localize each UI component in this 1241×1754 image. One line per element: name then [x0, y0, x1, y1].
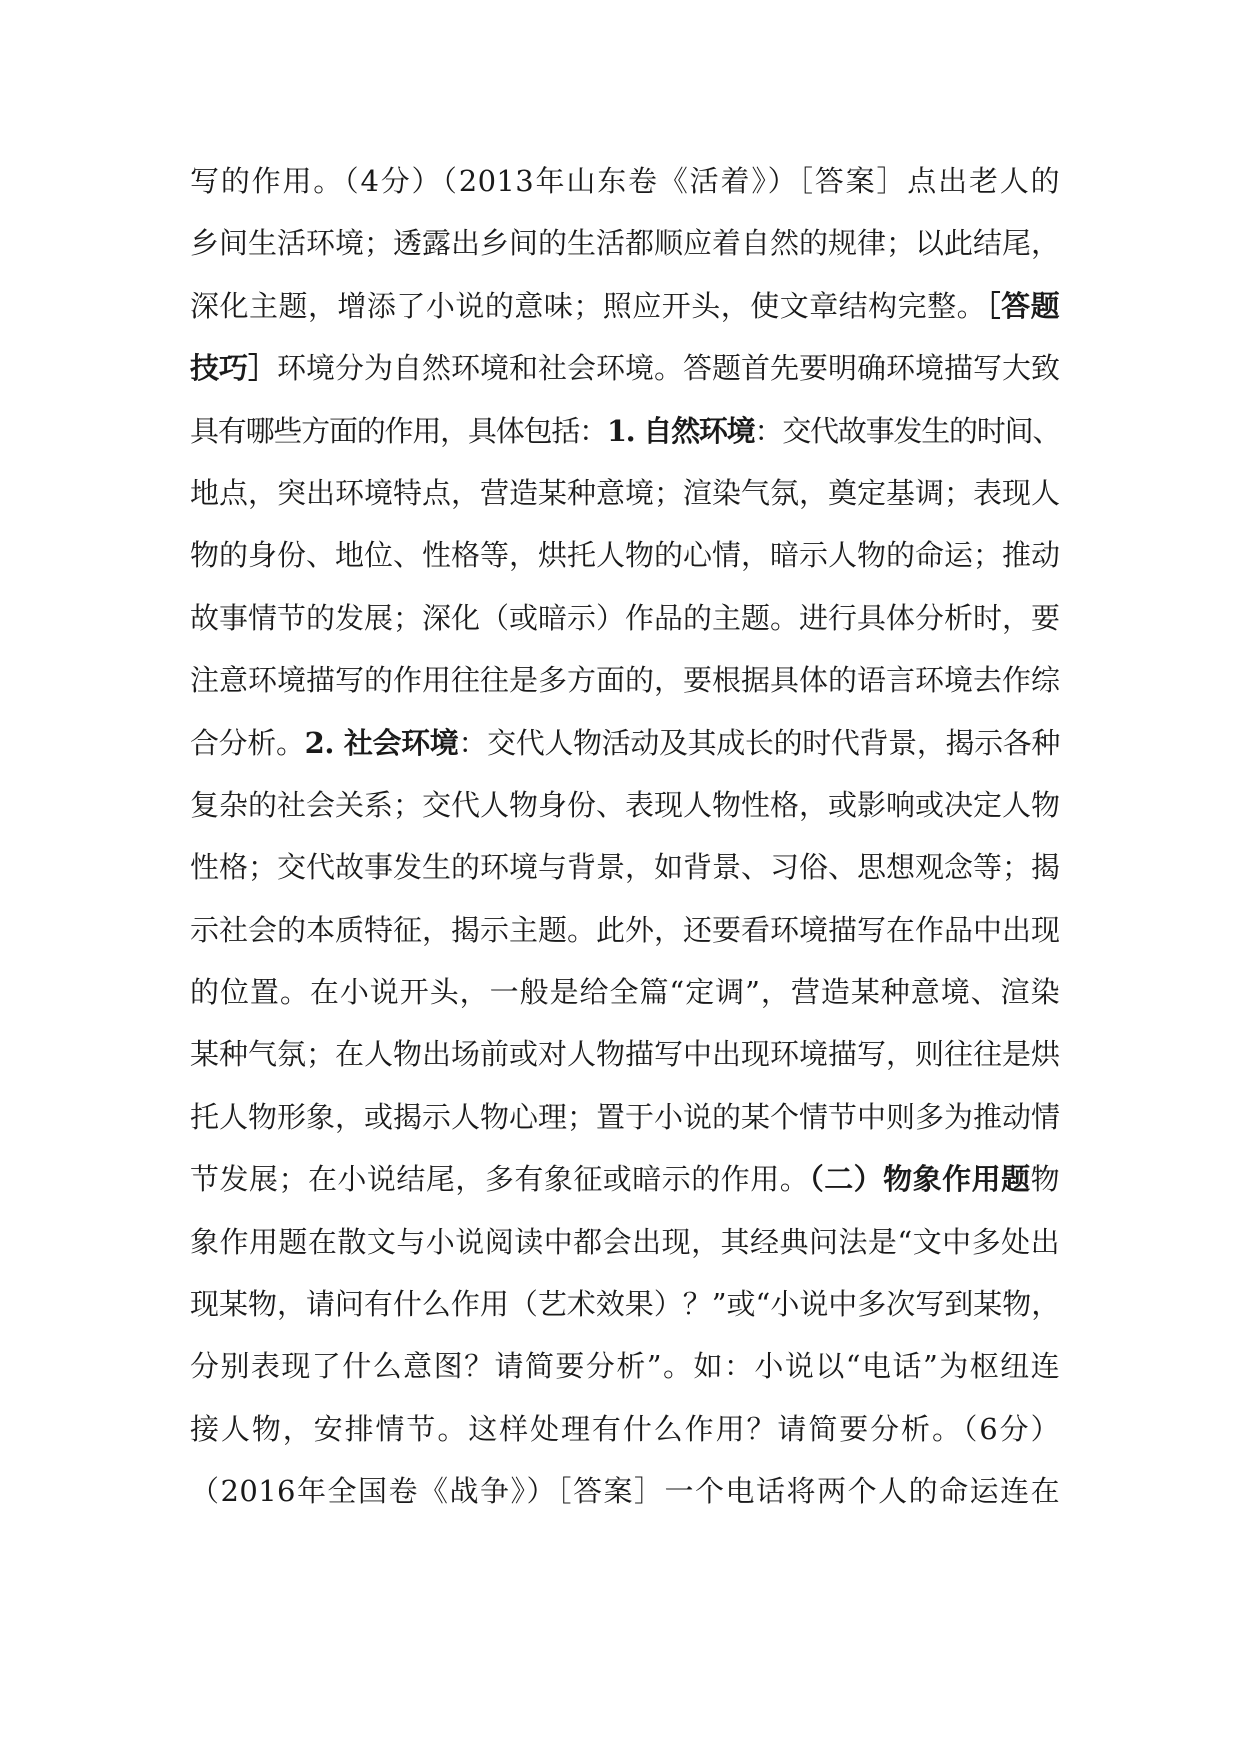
- text-segment: 深化主题，增添了小说的意味；照应开头，使文章结构完整。: [190, 288, 987, 323]
- text-segment: 物: [1030, 1162, 1060, 1197]
- text-line: [190, 1086, 1060, 1148]
- text-segment: ：交代人物活动及其成长的时代背景，揭示各种: [458, 725, 1061, 760]
- text-segment: 故事情节的发展；深化（或暗示）作品的主题。进行具体分析时，要: [190, 600, 1061, 635]
- text-line: [190, 649, 1060, 711]
- text-line: [190, 1398, 1060, 1460]
- text-segment: 物的身份、地位、性格等，烘托人物的心情，暗示人物的命运；推动: [190, 538, 1061, 573]
- text-line: [190, 275, 1060, 337]
- text-segment: 写的作用。（4分）（2013年山东卷《活着》）［答案］点出老人的: [190, 164, 1060, 198]
- text-segment: 乡间生活环境；透露出乡间的生活都顺应着自然的规律；以此结尾，: [190, 226, 1061, 261]
- text-segment: ：交代故事发生的时间、: [754, 413, 1060, 448]
- text-line: [190, 1460, 1060, 1522]
- text-line: [190, 774, 1060, 836]
- text-line: [190, 1211, 1060, 1273]
- text-segment: 分别表现了什么意图？请简要分析”。如：小说以“电话”为枢纽连: [190, 1349, 1060, 1384]
- text-segment: 示社会的本质特征，揭示主题。此外，还要看环境描写在作品中出现: [190, 912, 1061, 947]
- bold-text-segment: 2. 社会环境: [304, 725, 459, 760]
- text-line: [190, 836, 1060, 898]
- text-segment: 复杂的社会关系；交代人物身份、表现人物性格，或影响或决定人物: [190, 787, 1061, 822]
- text-line: [190, 462, 1060, 524]
- text-segment: （2016年全国卷《战争》）［答案］一个电话将两个人的命运连在: [190, 1474, 1060, 1509]
- text-segment: 象作用题在散文与小说阅读中都会出现，其经典问法是“文中多处出: [190, 1224, 1060, 1259]
- bold-text-segment: （二）物象作用题: [809, 1162, 1031, 1197]
- text-segment: 的位置。在小说开头，一般是给全篇“定调”，营造某种意境、渲染: [190, 975, 1060, 1010]
- text-line: [190, 1335, 1060, 1397]
- body-text: [190, 150, 1060, 1523]
- text-line: [190, 961, 1060, 1023]
- text-segment: 某种气氛；在人物出场前或对人物描写中出现环境描写，则往往是烘: [190, 1037, 1061, 1072]
- text-line: [190, 212, 1060, 274]
- text-line: [190, 712, 1060, 774]
- text-line: [190, 587, 1060, 649]
- bold-text-segment: 1. 自然环境: [606, 413, 755, 448]
- text-segment: 性格；交代故事发生的环境与背景，如背景、习俗、思想观念等；揭: [190, 850, 1061, 885]
- text-segment: 地点，突出环境特点，营造某种意境；渲染气氛，奠定基调；表现人: [190, 475, 1061, 510]
- text-line: [190, 1148, 1060, 1210]
- text-line: [190, 899, 1060, 961]
- text-segment: 托人物形象，或揭示人物心理；置于小说的某个情节中则多为推动情: [190, 1099, 1061, 1134]
- bold-text-segment: ［答题: [986, 288, 1060, 323]
- text-line: [190, 337, 1060, 399]
- text-segment: 合分析。: [190, 725, 305, 760]
- text-segment: 接人物，安排情节。这样处理有什么作用？请简要分析。（6分）: [190, 1411, 1060, 1446]
- text-segment: 具有哪些方面的作用，具体包括：: [190, 413, 607, 448]
- text-line: [190, 524, 1060, 586]
- text-segment: 现某物，请问有什么作用（艺术效果）？”或“小说中多次写到某物，: [190, 1287, 1060, 1322]
- text-line: [190, 1023, 1060, 1085]
- text-segment: 注意环境描写的作用往往是多方面的，要根据具体的语言环境去作综: [190, 663, 1061, 698]
- text-line: [190, 400, 1060, 462]
- text-line: [190, 150, 1060, 212]
- bold-text-segment: 技巧］: [190, 351, 278, 386]
- text-line: [190, 1273, 1060, 1335]
- text-segment: 环境分为自然环境和社会环境。答题首先要明确环境描写大致: [277, 351, 1061, 386]
- text-segment: 节发展；在小说结尾，多有象征或暗示的作用。: [190, 1162, 810, 1197]
